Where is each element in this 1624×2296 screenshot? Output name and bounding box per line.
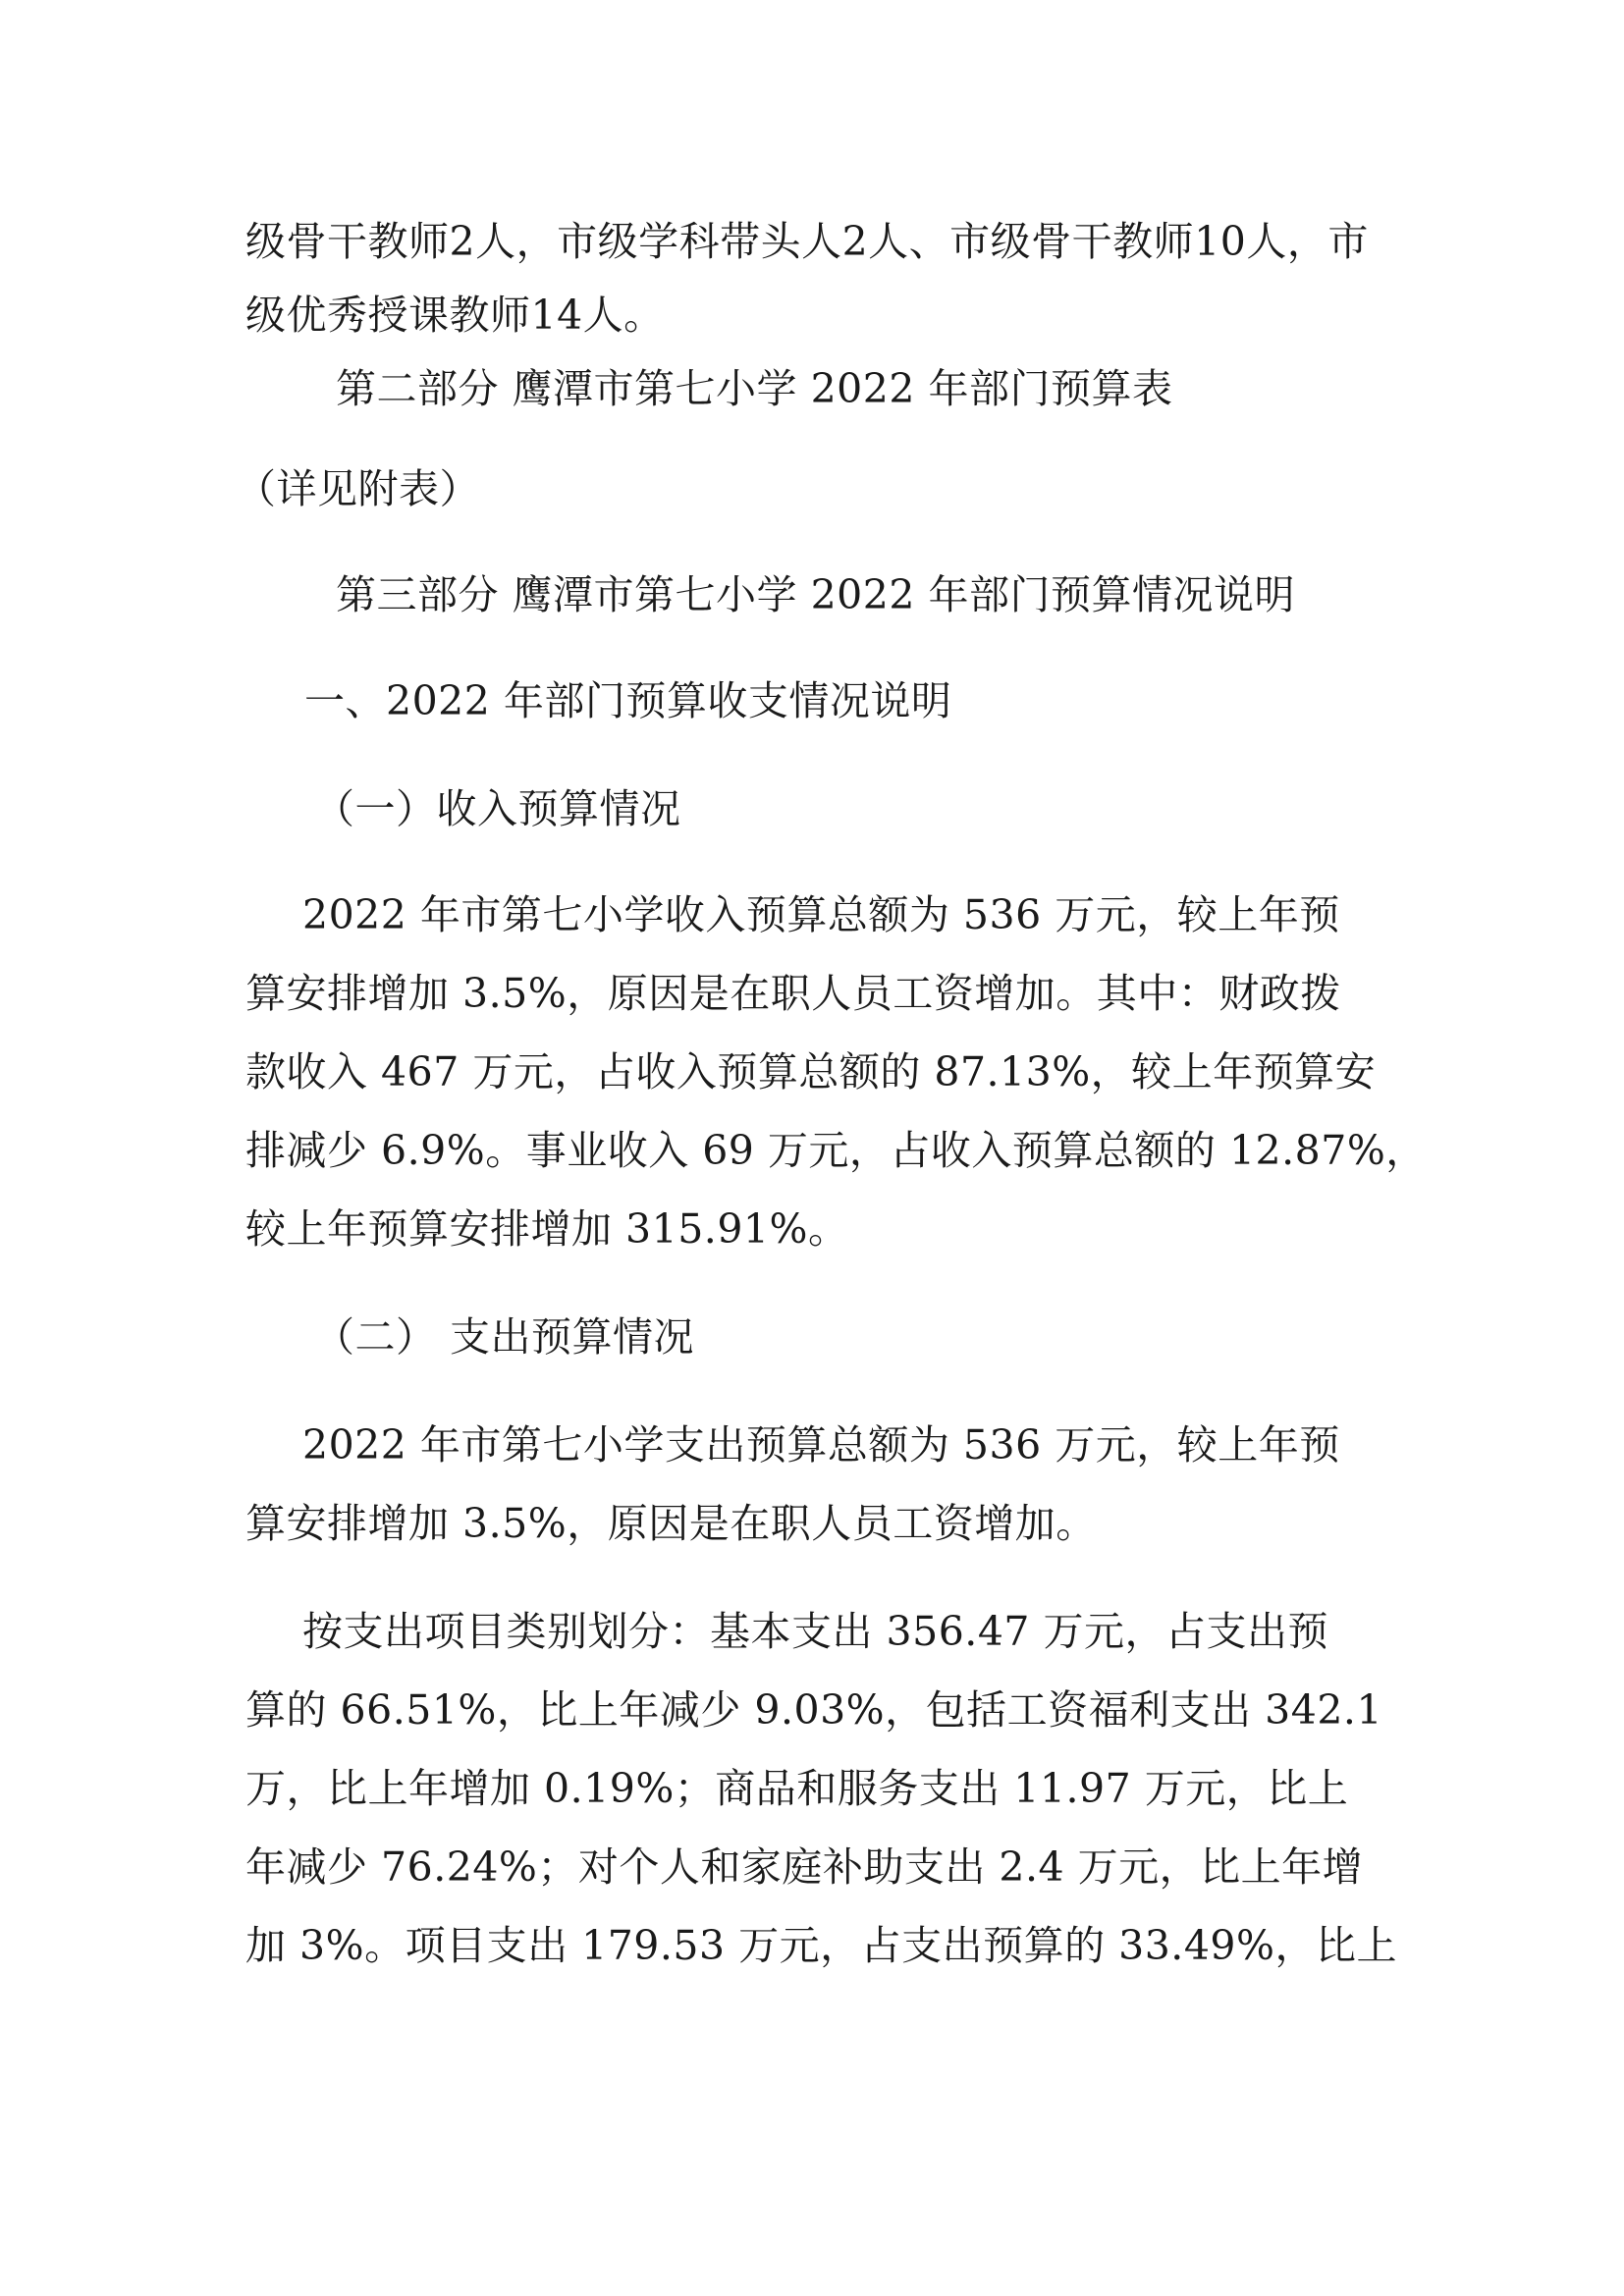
paragraph-line: 级优秀授课教师14人。 xyxy=(245,292,665,339)
paragraph-line: 较上年预算安排增加 315.91%。 xyxy=(245,1205,849,1253)
paragraph-line: 算安排增加 3.5%，原因是在职人员工资增加。 xyxy=(245,1500,1097,1547)
section-heading-part-two: 第二部分 鹰潭市第七小学 2022 年部门预算表 xyxy=(336,365,1173,412)
subheading-income: （一）收入预算情况 xyxy=(314,785,681,832)
section-heading-part-three: 第三部分 鹰潭市第七小学 2022 年部门预算情况说明 xyxy=(336,571,1295,618)
paragraph-line: 年减少 76.24%；对个人和家庭补助支出 2.4 万元，比上年增 xyxy=(245,1843,1364,1891)
paragraph-line: 级骨干教师2人，市级学科带头人2人、市级骨干教师10人，市 xyxy=(245,218,1369,265)
paragraph-line: 算的 66.51%，比上年减少 9.03%，包括工资福利支出 342.1 xyxy=(245,1686,1383,1734)
paragraph-line: 算安排增加 3.5%，原因是在职人员工资增加。其中：财政拨 xyxy=(245,970,1341,1017)
subheading-budget-summary: 一、2022 年部门预算收支情况说明 xyxy=(304,677,952,724)
paragraph-line: 按支出项目类别划分：基本支出 356.47 万元，占支出预 xyxy=(302,1608,1329,1655)
paragraph-line: 排减少 6.9%。事业收入 69 万元，占收入预算总额的 12.87%， xyxy=(245,1127,1427,1174)
see-attachment-note: （详见附表） xyxy=(236,465,480,512)
paragraph-line: 万，比上年增加 0.19%；商品和服务支出 11.97 万元，比上 xyxy=(245,1765,1349,1812)
paragraph-line: 加 3%。项目支出 179.53 万元，占支出预算的 33.49%，比上 xyxy=(245,1922,1397,1969)
paragraph-line: 2022 年市第七小学支出预算总额为 536 万元，较上年预 xyxy=(302,1421,1340,1468)
paragraph-line: 2022 年市第七小学收入预算总额为 536 万元，较上年预 xyxy=(302,891,1340,938)
paragraph-line: 款收入 467 万元，占收入预算总额的 87.13%，较上年预算安 xyxy=(245,1048,1377,1095)
subheading-expenditure: （二） 支出预算情况 xyxy=(314,1313,695,1361)
